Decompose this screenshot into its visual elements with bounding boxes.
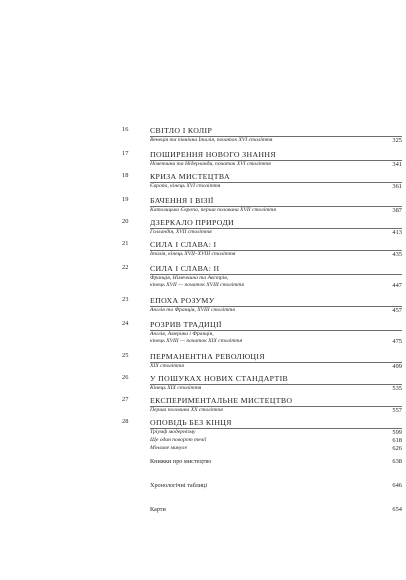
- chapter-number: 26: [122, 374, 129, 381]
- page-number: 361: [392, 182, 402, 190]
- chapter-subtitle: Католицька Європа, перша половина XVII століття: [150, 207, 276, 213]
- chapter-number: 18: [122, 172, 129, 179]
- chapter-subtitle: Англія та Франція, XVIII століття: [150, 307, 235, 313]
- chapter-subtitle: XIX століття: [150, 363, 185, 369]
- page-number: 599: [392, 428, 402, 436]
- chapter-subtitle: Кінець XIX століття: [150, 385, 202, 391]
- chapter-subtitle: Голландія, XVII століття: [150, 229, 212, 235]
- chapter-number: 24: [122, 320, 129, 327]
- chapter-number: 21: [122, 240, 129, 247]
- chapter-title: ПЕРМАНЕНТНА РЕВОЛЮЦІЯ: [150, 352, 265, 361]
- chapter-subtitle: кінець XVII — початок XVIII століття: [150, 282, 245, 289]
- chapter-subtitle: Перша половина XX століття: [150, 407, 223, 413]
- subsection-title: Ще один поворот течії: [150, 437, 207, 443]
- page-number: 435: [392, 250, 402, 258]
- chapter-subtitle: Венеція та північна Італія, початок XVI століття: [150, 137, 273, 143]
- chapter-title: ОПОВІДЬ БЕЗ КІНЦЯ: [150, 418, 232, 427]
- back-matter-title: Карти: [150, 506, 166, 513]
- chapter-title: ЕПОХА РОЗУМУ: [150, 296, 215, 305]
- chapter-title: ДЗЕРКАЛО ПРИРОДИ: [150, 218, 235, 227]
- chapter-number: 27: [122, 396, 129, 403]
- page-number: 447: [392, 281, 402, 289]
- chapter-number: 19: [122, 196, 129, 203]
- chapter-subtitle: кінець XVIII — початок XIX століття: [150, 338, 243, 345]
- page-number: 387: [392, 206, 402, 214]
- chapter-number: 17: [122, 150, 129, 157]
- page-number: 535: [392, 384, 402, 392]
- page-number: 557: [392, 406, 402, 414]
- page-number: 626: [392, 444, 402, 452]
- chapter-title: ЕКСПЕРИМЕНТАЛЬНЕ МИСТЕЦТВО: [150, 396, 293, 405]
- chapter-title: СИЛА І СЛАВА: II: [150, 264, 220, 273]
- chapter-number: 25: [122, 352, 129, 359]
- chapter-subtitle: Італія, кінець XVII–XVIII століття: [150, 251, 236, 257]
- chapter-number: 23: [122, 296, 129, 303]
- chapter-subtitle: Європа, кінець XVI століття: [150, 183, 221, 189]
- back-matter-title: Книжки про мистецтво: [150, 458, 212, 465]
- chapter-number: 20: [122, 218, 129, 225]
- chapter-title: СВІТЛО І КОЛІР: [150, 126, 213, 135]
- chapter-title: БАЧЕННЯ І ВІЗІЇ: [150, 196, 214, 205]
- page-number: 341: [392, 160, 402, 168]
- back-matter-title: Хронологічні таблиці: [150, 482, 208, 489]
- page-number: 638: [392, 458, 402, 465]
- page-number: 457: [392, 306, 402, 314]
- chapter-number: 22: [122, 264, 129, 271]
- chapter-subtitle: Франція, Німеччина та Австрія,: [150, 275, 229, 281]
- chapter-number: 16: [122, 126, 129, 133]
- chapter-number: 28: [122, 418, 129, 425]
- chapter-title: СИЛА І СЛАВА: I: [150, 240, 217, 249]
- chapter-title: РОЗРИВ ТРАДИЦІЇ: [150, 320, 222, 329]
- page-number: 413: [392, 228, 402, 236]
- chapter-title: ПОШИРЕННЯ НОВОГО ЗНАННЯ: [150, 150, 276, 159]
- page-number: 325: [392, 136, 402, 144]
- page-number: 499: [392, 362, 402, 370]
- page-number: 654: [392, 506, 402, 513]
- chapter-title: КРИЗА МИСТЕЦТВА: [150, 172, 230, 181]
- chapter-subtitle: Англія, Америка і Франція,: [150, 331, 214, 337]
- page-number: 618: [392, 436, 402, 444]
- page-number: 646: [392, 482, 402, 489]
- subsection-title: Тріумф модернізму: [150, 429, 196, 435]
- chapter-title: У ПОШУКАХ НОВИХ СТАНДАРТІВ: [150, 374, 289, 383]
- chapter-subtitle: Німеччина та Нідерланди, початок XVI століття: [150, 161, 271, 167]
- page-number: 475: [392, 337, 402, 345]
- subsection-title: Мінливе минуле: [150, 445, 188, 451]
